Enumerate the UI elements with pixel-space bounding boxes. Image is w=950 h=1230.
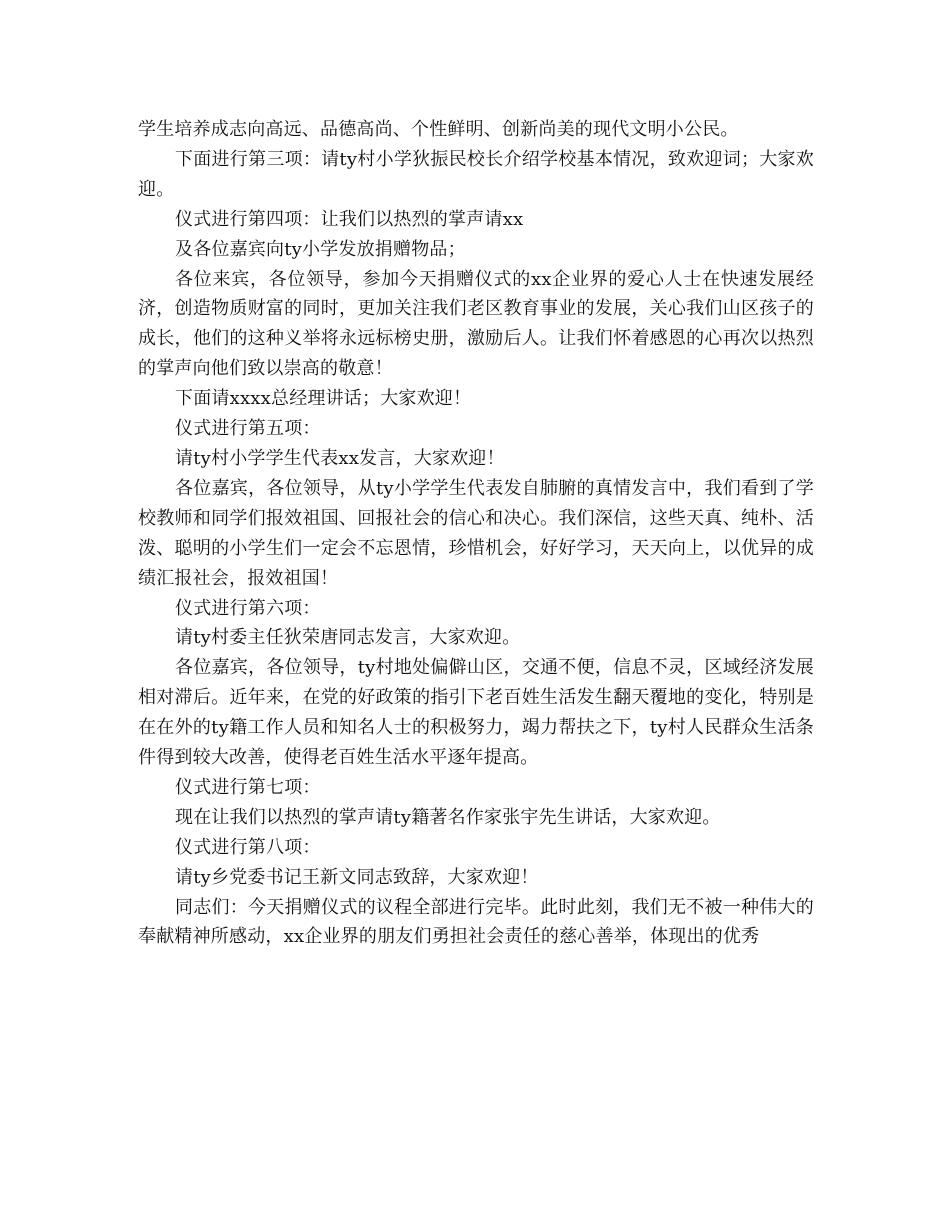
paragraph: 各位嘉宾，各位领导，ty村地处偏僻山区，交通不便，信息不灵，区域经济发展相对滞后。近年来，在党的好政策的指引下老百姓生活发生翻天覆地的变化，特别是在在外的ty籍工作人员和知名人士的积极努力，竭力帮扶之下，ty村人民群众生活条件得到较大改善，使得老百姓生活水平逐年提高。 <box>138 657 814 769</box>
paragraph: 下面请xxxx总经理讲话；大家欢迎！ <box>175 388 472 410</box>
paragraph: 仪式进行第八项： <box>175 836 321 858</box>
paragraph: 学生培养成志向高远、品德高尚、个性鲜明、创新尚美的现代文明小公民。 <box>138 119 739 140</box>
paragraph: 请ty乡党委书记王新文同志致辞，大家欢迎！ <box>175 866 539 888</box>
paragraph: 仪式进行第六项： <box>175 597 321 619</box>
paragraph: 请ty村小学学生代表xx发言，大家欢迎！ <box>175 447 505 469</box>
paragraph: 下面进行第三项：请ty村小学狄振民校长介绍学校基本情况，致欢迎词；大家欢迎。 <box>138 148 814 200</box>
paragraph: 仪式进行第四项：让我们以热烈的掌声请xx <box>175 208 524 230</box>
paragraph: 现在让我们以热烈的掌声请ty籍著名作家张宇先生讲话，大家欢迎。 <box>175 806 721 828</box>
paragraph: 仪式进行第五项： <box>175 418 321 440</box>
paragraph: 及各位嘉宾向ty小学发放捐赠物品； <box>175 238 466 260</box>
paragraph: 请ty村委主任狄荣唐同志发言，大家欢迎。 <box>175 627 521 649</box>
paragraph: 同志们：今天捐赠仪式的议程全部进行完毕。此时此刻，我们无不被一种伟大的奉献精神所感动，xx企业界的朋友们勇担社会责任的慈心善举，体现出的优秀 <box>138 896 814 948</box>
paragraph: 各位来宾，各位领导，参加今天捐赠仪式的xx企业界的爱心人士在快速发展经济，创造物质财富的同时，更加关注我们老区教育事业的发展，关心我们山区孩子的成长，他们的这种义举将永远标榜史册，激励后人。让我们怀着感恩的心再次以热烈的掌声向他们致以崇高的敬意！ <box>138 268 814 380</box>
paragraph: 各位嘉宾，各位领导，从ty小学学生代表发自肺腑的真情发言中，我们看到了学校教师和同学们报效祖国、回报社会的信心和决心。我们深信，这些天真、纯朴、活泼、聪明的小学生们一定会不忘恩情，珍惜机会，好好学习，天天向上，以优异的成绩汇报社会，报效祖国！ <box>138 477 814 589</box>
paragraph: 仪式进行第七项： <box>175 776 321 798</box>
document-body <box>138 115 814 952</box>
